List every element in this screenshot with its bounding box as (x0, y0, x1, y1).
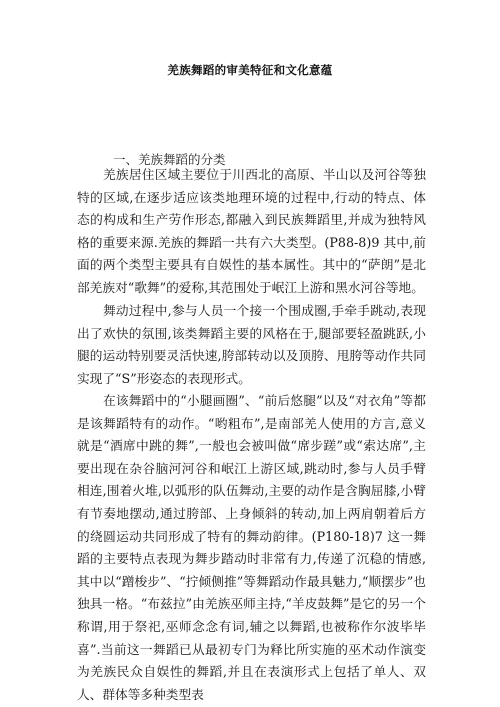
paragraph-2: 舞动过程中,参与人员一个接一个围成圈,手牵手跳动,表现出了欢快的氛围,该类舞蹈主要的风格在于,腿部要轻盈跳跃,小腿的运动特别要灵活快速,胯部转动以及顶胯、甩胯等动作共同实现了“S”形姿态的表现形式。 (77, 303, 426, 386)
document-title: 羌族舞蹈的审美特征和文化意蕴 (167, 63, 333, 77)
paragraph-1: 羌族居住区域主要位于川西北的高原、半山以及河谷等独特的区域,在逐步适应该类地理环境的过程中,行动的特点、体态的构成和生产劳作形态,都融入到民族舞蹈里,并成为独特风格的重要来源.羌族的舞蹈一共有六大类型。(P88-8)9 其中,前面的两个类型主要具有自娱性的基本属性。其中的“萨朗”是北部羌族对“歌舞”的爱称,其范围处于岷江上游和黑水河谷等地。 (77, 167, 426, 295)
paragraph-3: 在该舞蹈中的“小腿画圈”、“前后悠腿”以及“对衣角”等都是该舞蹈特有的动作。“哟粗布”,是南部羌人使用的方言,意义就是“酒席中跳的舞”,一般也会被叫做“席步蹉”或“索达席”,主要出现在杂谷脑河河谷和岷江上游区域,跳动时,参与人员手臂相连,围着火堆,以弧形的队伍舞动,主要的动作是含胸屈膝,小臂有节奏地摆动,通过胯部、上身倾斜的转动,加上两肩朝着后方的绕圆运动共同形成了特有的舞动韵律。(P180-18)7 这一舞蹈的主要特点表现为舞步踏动时非常有力,传递了沉稳的情感,其中以“蹭梭步”、“拧倾侧推”等舞蹈动作最具魅力,“顺摆步”也独具一格。“布兹拉”由羌族巫师主持,“羊皮鼓舞”是它的另一个称谓,用于祭祀,巫师念念有词,辅之以舞蹈,也被称作尔波毕毕喜”.当前这一舞蹈已从最初专门为释比所实施的巫术动作演变为羌族民众自娱性的舞蹈,并且在表演形式上包括了单人、双人、群体等多种类型表 (77, 393, 426, 702)
section-heading: 一、羌族舞蹈的分类 (113, 152, 226, 167)
